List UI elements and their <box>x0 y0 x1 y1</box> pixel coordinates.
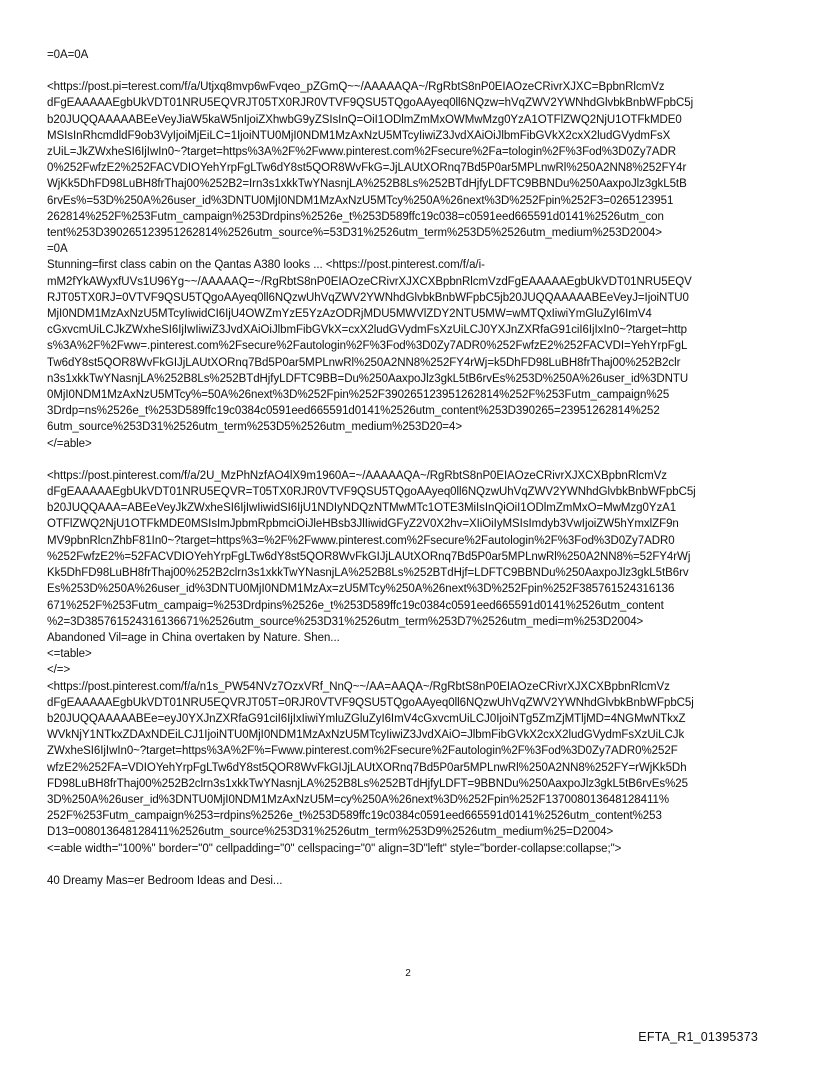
text-line: 3D%250A%26user_id%3DNTU0MjI0NDM1MzAxNzU5M=cy%250A%26next%3D%252Fpin%252F137008013648128411% <box>47 793 670 806</box>
text-line: <https://post.pinterest.com/f/a/2U_MzPhNzfAO4lX9m1960A=~/AAAAAQA~/RgRbtS8nP0EIAOzeCRivrXJXCXBpbnRlcmVz <box>47 469 668 482</box>
text-line: OTFlZWQ2NjU1OTFkMDE0MSIsImJpbmRpbmciOiJleHBsb3JlIiwidGFyZ2V0X2hv=XIiOiIyMSIsImdyb3VwIjoiZW5hYmxlZF9n <box>47 518 679 531</box>
text-line: 6utm_source%253D31%2526utm_term%253D5%2526utm_medium%253D20=4> <box>47 421 462 434</box>
text-line: <=table> <box>47 648 92 661</box>
text-line: dFgEAAAAAEgbUkVDT01NRU5EQVRJT05T=0RJR0VTVF9QSU5TQgoAAyeq0ll6NQzwUhVqZWV2YWNhdGlvbkBnbWFpbC5j <box>47 696 694 709</box>
text-line: b20JUQQAAA=ABEeVeyJkZWxheSI6IjIwIiwidSI6IjU1NDIyNDQzNTMwMTc1OTE3MiIsInQiOiI1ODlmZmMxO=MwMzg0YzA1 <box>47 502 677 515</box>
text-line: b20JUQQAAAAABEe=eyJ0YXJnZXRfaG91ciI6IjIxIiwiYmluZGluZyI6ImV4cGxvcmUiLCJ0IjoiNTg5ZmZjMTljMD=4NGMwNTkxZ <box>47 712 686 725</box>
text-line: Es%253D%250A%26user_id%3DNTU0MjI0NDM1MzAx=zU5MTcy%250A%26next%3D%252Fpin%252F385761524316136 <box>47 583 675 596</box>
text-line: dFgEAAAAAEgbUkVDT01NRU5EQVRJT05TX0RJR0VTVF9QSU5TQgoAAyeq0ll6NQzw=hVqZWV2YWNhdGlvbkBnbWFpbC5j <box>47 97 694 110</box>
text-line: zUiL=JkZWxheSI6IjIwIn0~?target=https%3A%2F%2Fwww.pinterest.com%2Fsecure%2Fa=tologin%2F%3Fod%3D0Zy7ADR <box>47 146 677 159</box>
text-line: Abandoned Vil=age in China overtaken by Nature. Shen... <box>47 631 340 644</box>
text-line: 3Drdp=ns%2526e_t%253D589ffc19c0384c0591eed665591d0141%2526utm_content%253D390265=23951262814%252 <box>47 405 660 418</box>
paragraph-gap <box>47 452 775 468</box>
text-line: 671%252F%253Futm_campaig=%253Drdpins%2526e_t%253D589ffc19c0384c0591eed665591d0141%2526utm_content <box>47 599 664 612</box>
text-line: ZWxheSI6IjIwIn0~?target=https%3A%2F%=Fwww.pinterest.com%2Fsecure%2Fautologin%2F%3Fod%3D0Zy7ADR0%252F <box>47 745 678 758</box>
text-line: WjKk5DhFD98LuBH8frThaj00%252B2=Irn3s1xkkTwYNasnjLA%252B8Ls%252BTdHjfyLDFTC9BBNDu%250AaxpoJlz3gkL5tB <box>47 178 687 191</box>
text-line: MjI0NDM1MzAxNzU5MTcyIiwidCI6IjU4OWZmYzE5YzAzODRjMDU5MWVlZDY2NTU5MW=wMTQxIiwiYmGluZyI6ImV4 <box>47 308 652 321</box>
page-number: 2 <box>405 968 411 979</box>
text-line: 262814%252F%253Futm_campaign%253Drdpins%2526e_t%253D589ffc19c038=c0591eed665591d0141%2526utm_con <box>47 210 664 223</box>
document-body <box>47 47 775 889</box>
text-line: s%3A%2F%2Fww=.pinterest.com%2Fsecure%2Fautologin%2F%3Fod%3D0Zy7ADR0%252FwfzE2%252FACVDI=YehYrpFgL <box>47 340 688 353</box>
paragraph-gap <box>47 857 775 873</box>
text-line: </=> <box>47 664 71 677</box>
text-line: <=able width="100%" border="0" cellpadding="0" cellspacing="0" align=3D"left" style="border-collapse:collapse;"> <box>47 842 622 855</box>
text-line: 40 Dreamy Mas=er Bedroom Ideas and Desi... <box>47 874 283 887</box>
text-line: </=able> <box>47 437 92 450</box>
text-line: cGxvcmUiLCJkZWxheSI6IjIwIiwiZ3JvdXAiOiJlbmFibGVkX=cxX2ludGVydmFsXzUiLCJ0YXJnZXRfaG91ciI6IjIxIn0~?target=http <box>47 324 687 337</box>
paragraph-gap <box>47 63 775 79</box>
text-line: %252FwfzE2%=52FACVDIOYehYrpFgLTw6dY8st5QOR8WvFkGIJjLAUtXORnq7Bd5P0ar5MPLnwRl%250A2NN8%=52FY4rWj <box>47 550 691 563</box>
text-line: n3s1xkkTwYNasnjLA%252B8Ls%252BTdHjfyLDFTC9BB=Du%250AaxpoJlz3gkL5tB6rvEs%253D%250A%26user_id%3DNTU <box>47 372 689 385</box>
text-line: D13=008013648128411%2526utm_source%253D31%2526utm_term%253D9%2526utm_medium%25=D2004> <box>47 826 614 839</box>
text-line: b20JUQQAAAAABEeVeyJiaW5kaW5nIjoiZXhwbG9yZSIsInQ=OiI1ODlmZmMxOWMwMzg0YzA1OTFlZWQ2NjU1OTFkMDE0 <box>47 113 682 126</box>
text-line: tent%253D390265123951262814%2526utm_source%=53D31%2526utm_term%253D5%2526utm_medium%253D2004> <box>47 227 662 240</box>
bates-number: EFTA_R1_01395373 <box>638 1030 758 1044</box>
text-line: <https://post.pinterest.com/f/a/n1s_PW54NVz7OzxVRf_NnQ~~/AA=AAQA~/RgRbtS8nP0EIAOzeCRivrXJXCXBpbnRlcmVz <box>47 680 670 693</box>
text-line: WVkNjY1NTkxZDAxNDEiLCJ1IjoiNTU0MjI0NDM1MzAxNzU5MTcyIiwiZ3JvdXAiO=JlbmFibGVkX2cxX2ludGVydmFsXzUiLCJk <box>47 729 685 742</box>
text-line: 0MjI0NDM1MzAxNzU5MTcy%=50A%26next%3D%252Fpin%252F390265123951262814%252F%253Futm_campaign%25 <box>47 389 670 402</box>
text-line: 0%252FwfzE2%252FACVDIOYehYrpFgLTw6dY8st5QOR8WvFkG=JjLAUtXORnq7Bd5P0ar5MPLnwRl%250A2NN8%252FY4r <box>47 162 687 175</box>
text-line: =0A <box>47 243 68 256</box>
text-line: =0A=0A <box>47 49 89 61</box>
text-line: 252F%253Futm_campaign%253=rdpins%2526e_t%253D589ffc19c0384c0591eed665591d0141%2526utm_content%253 <box>47 810 662 823</box>
text-line: <https://post.pi=terest.com/f/a/Utjxq8mvp6wFvqeo_pZGmQ~~/AAAAAQA~/RgRbtS8nP0EIAOzeCRivrXJXC=BpbnRlcmVz <box>47 81 665 94</box>
text-line: MV9pbnRlcnZhbF81In0~?target=https%3=%2F%2Fwww.pinterest.com%2Fsecure%2Fautologin%2F%3Fod%3D0Zy7ADR0 <box>47 534 675 547</box>
text-line: FD98LuBH8frThaj00%252B2clrn3s1xkkTwYNasnjLA%252B8Ls%252BTdHjfyLDFT=9BBNDu%250AaxpoJlz3gkL5tB6rvEs%25 <box>47 777 688 790</box>
text-line: Tw6dY8st5QOR8WvFkGIJjLAUtXORnq7Bd5P0ar5MPLnwRl%250A2NN8%252FY4rWj=k5DhFD98LuBH8frThaj00%252B2clr <box>47 356 681 369</box>
text-line: dFgEAAAAAEgbUkVDT01NRU5EQVR=T05TX0RJR0VTVF9QSU5TQgoAAyeq0ll6NQzwUhVqZWV2YWNhdGlvbkBnbWFpbC5j <box>47 486 696 499</box>
text-line: Stunning=first class cabin on the Qantas A380 looks ... <https://post.pinterest.com/f/a/i- <box>47 259 485 272</box>
text-line: mM2fYkAWyxfUVs1U96Yg~~/AAAAAQ=~/RgRbtS8nP0EIAOzeCRivrXJXCXBpbnRlcmVzdFgEAAAAAEgbUkVDT01NRU5EQV <box>47 275 692 288</box>
text-line: RJT05TX0RJ=0VTVF9QSU5TQgoAAyeq0ll6NQzwUhVqZWV2YWNhdGlvbkBnbWFpbC5jb20JUQQAAAAABEeVeyJ=IjoiNTU0 <box>47 291 689 304</box>
text-line: MSIsInRhcmdldF9ob3VyIjoiMjEiLC=1IjoiNTU0MjI0NDM1MzAxNzU5MTcyIiwiZ3JvdXAiOiJlbmFibGVkX2cxX2ludGVydmFsX <box>47 129 671 142</box>
text-line: Kk5DhFD98LuBH8frThaj00%252B2clrn3s1xkkTwYNasnjLA%252B8Ls%252BTdHjf=LDFTC9BBNDu%250AaxpoJlz3gkL5tB6rv <box>47 567 689 580</box>
text-line: %2=3D385761524316136671%2526utm_source%253D31%2526utm_term%253D7%2526utm_medi=m%253D2004> <box>47 615 644 628</box>
text-line: wfzE2%252FA=VDIOYehYrpFgLTw6dY8st5QOR8WvFkGIJjLAUtXORnq7Bd5P0ar5MPLnwRl%250A2NN8%252FY=rWjKk5Dh <box>47 761 687 774</box>
text-line: 6rvEs%=53D%250A%26user_id%3DNTU0MjI0NDM1MzAxNzU5MTcy%250A%26next%3D%252Fpin%252F3=0265123951 <box>47 194 674 207</box>
